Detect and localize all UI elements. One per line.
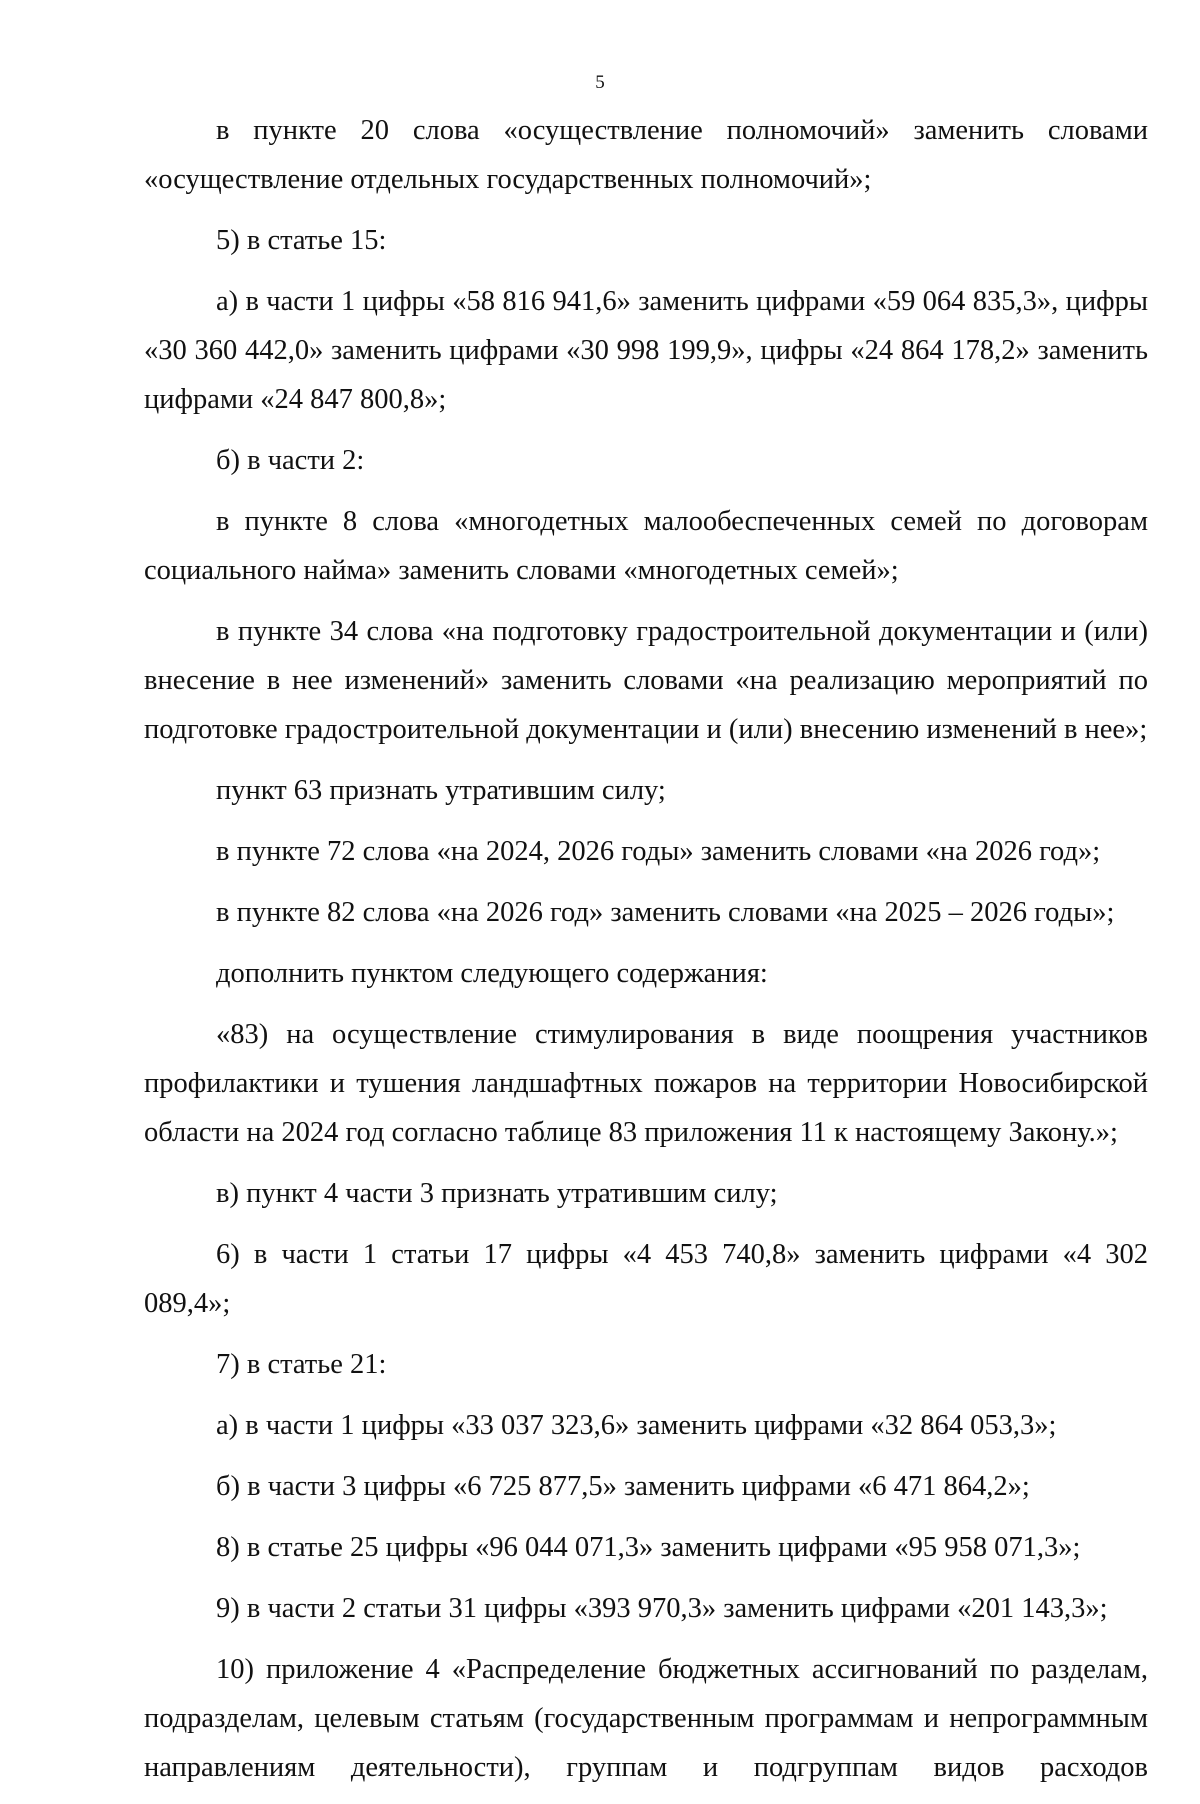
paragraph: в пункте 20 слова «осуществление полномочий» заменить словами «осуществление отдельных государственных полномочий»; <box>144 115 1148 195</box>
paragraph: 10) приложение 4 «Распределение бюджетных ассигнований по разделам, подразделам, целевым статьям (государственным программам и непрограммным направлениям деятельности), группам и подгруппам видов расходов <box>144 1654 1148 1783</box>
paragraph: 9) в части 2 статьи 31 цифры «393 970,3» заменить цифрами «201 143,3»; <box>216 1593 1108 1624</box>
paragraph: в пункте 8 слова «многодетных малообеспеченных семей по договорам социального найма» заменить словами «многодетных семей»; <box>144 506 1148 586</box>
paragraph: «83) на осуществление стимулирования в виде поощрения участников профилактики и тушения ландшафтных пожаров на территории Новосибирской области на 2024 год согласно таблице 83 приложения 11 к настоящему Закону.»; <box>144 1019 1148 1148</box>
paragraph: в) пункт 4 части 3 признать утратившим силу; <box>216 1178 778 1209</box>
paragraph: 5) в статье 15: <box>216 225 387 256</box>
paragraph: а) в части 1 цифры «58 816 941,6» заменить цифрами «59 064 835,3», цифры «30 360 442,0» заменить цифрами «30 998 199,9», цифры «24 864 178,2» заменить цифрами «24 847 800,8»; <box>144 286 1148 415</box>
document-body <box>144 106 1148 1804</box>
paragraph: дополнить пунктом следующего содержания: <box>216 958 768 989</box>
paragraph: а) в части 1 цифры «33 037 323,6» заменить цифрами «32 864 053,3»; <box>216 1410 1057 1441</box>
paragraph: б) в части 2: <box>216 445 365 476</box>
paragraph: 6) в части 1 статьи 17 цифры «4 453 740,8» заменить цифрами «4 302 089,4»; <box>144 1239 1148 1319</box>
paragraph: в пункте 82 слова «на 2026 год» заменить словами «на 2025 – 2026 годы»; <box>216 897 1115 928</box>
paragraph: 8) в статье 25 цифры «96 044 071,3» заменить цифрами «95 958 071,3»; <box>216 1532 1081 1563</box>
paragraph: в пункте 72 слова «на 2024, 2026 годы» заменить словами «на 2026 год»; <box>216 836 1101 867</box>
page-number: 5 <box>595 72 605 93</box>
paragraph: пункт 63 признать утратившим силу; <box>216 775 666 806</box>
paragraph: б) в части 3 цифры «6 725 877,5» заменить цифрами «6 471 864,2»; <box>216 1471 1030 1502</box>
paragraph: в пункте 34 слова «на подготовку градостроительной документации и (или) внесение в нее изменений» заменить словами «на реализацию мероприятий по подготовке градостроительной документации и (или) внесению изменений в нее»; <box>144 616 1148 745</box>
paragraph: 7) в статье 21: <box>216 1349 387 1380</box>
